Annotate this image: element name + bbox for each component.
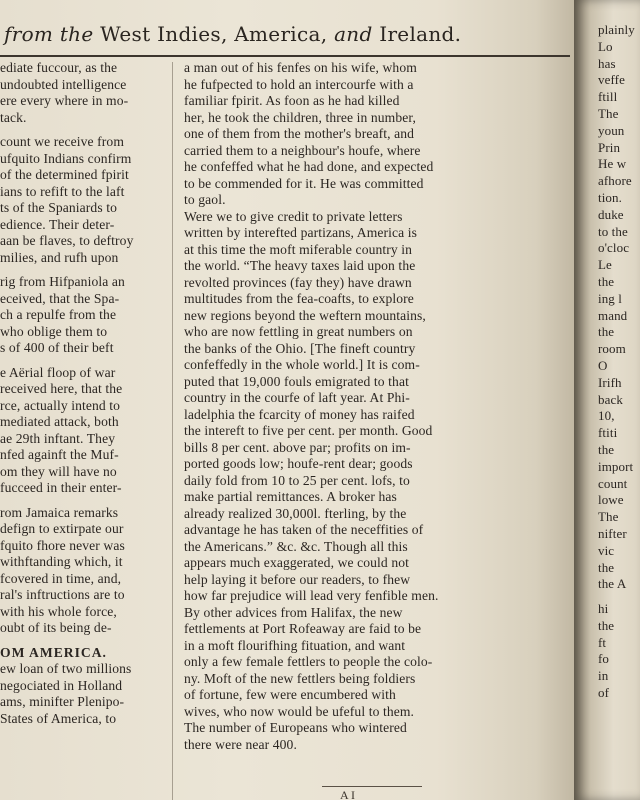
left-column-line: rom Jamaica remarks <box>0 504 119 520</box>
right-column-line: back <box>598 391 623 407</box>
middle-column <box>184 60 514 753</box>
right-column-line: Le <box>598 257 612 273</box>
right-column-line: fo <box>598 651 610 667</box>
middle-column-line: carried them to a neighbour's houfe, where <box>184 142 421 158</box>
right-column-line: count <box>598 475 628 491</box>
right-page <box>574 0 640 800</box>
middle-column-line: confeffedly in the whole world.] It is com- <box>184 357 420 372</box>
right-column-line: tion. <box>598 189 622 205</box>
right-column-line: import <box>598 458 634 474</box>
left-column-line: om they will have no <box>0 463 117 479</box>
middle-column-line: daily fold from 10 to 25 per cent. lofs, to <box>184 472 410 488</box>
middle-column-line: the world. “The heavy taxes laid upon the <box>184 258 416 273</box>
right-column-line: youn <box>598 122 625 138</box>
middle-column-line: there were near 400. <box>184 736 297 752</box>
right-column-line: the <box>598 559 615 575</box>
right-column-line: room <box>598 341 626 357</box>
right-column <box>598 22 640 702</box>
left-column-line: ere every where in mo- <box>0 93 129 108</box>
middle-column-line: already realized 30,000l. fterling, by the <box>184 505 407 521</box>
left-column-line: undoubted intelligence <box>0 76 127 92</box>
right-column-line: He w <box>598 156 627 172</box>
middle-column-line: ladelphia the fcarcity of money has raifed <box>184 406 415 422</box>
bottom-fragment: A I <box>340 788 355 800</box>
middle-column-line: puted that 19,000 fouls emigrated to that <box>184 373 409 389</box>
right-column-line: nifter <box>598 525 627 541</box>
middle-column-line: in a moft flourifhing fituation, and want <box>184 637 406 653</box>
middle-column-line: to gaol. <box>184 192 226 207</box>
right-column-line: vic <box>598 542 615 558</box>
left-column-line: withftanding which, it <box>0 554 123 569</box>
left-column-line: ae 29th inftant. They <box>0 430 116 446</box>
left-column-line: of the determined fpirit <box>0 167 129 182</box>
middle-column-line: help laying it before our readers, to fhew <box>184 571 411 587</box>
header-west-indies: West Indies, <box>100 22 228 46</box>
right-column-line: lowe <box>598 492 624 508</box>
header-from-the: from the <box>4 22 94 46</box>
left-column-line: fucceed in their enter- <box>0 480 122 495</box>
section-rule <box>322 786 422 787</box>
middle-column-line: he confeffed what he had done, and expected <box>184 159 434 174</box>
middle-column-line: to be commended for it. He was committed <box>184 175 424 191</box>
left-column-line: States of America, to <box>0 710 117 726</box>
right-column-line: Prin <box>598 139 621 155</box>
right-column-line: the <box>598 617 615 633</box>
paragraph-gap <box>0 497 165 505</box>
page-header <box>4 22 564 52</box>
left-column-line: e Aërial floop of war <box>0 364 116 380</box>
middle-column-line: revolted provinces (fay they) have drawn <box>184 274 412 290</box>
middle-column-line: ported goods low; houfe-rent dear; goods <box>184 456 413 471</box>
column-divider <box>172 62 173 800</box>
middle-column-line: appears much exaggerated, we could not <box>184 555 409 570</box>
left-column-line: rce, actually intend to <box>0 397 121 413</box>
left-column-line: s of 400 of their beft <box>0 340 114 355</box>
left-column-line: aan be flaves, to deftroy <box>0 233 134 248</box>
paragraph-gap <box>598 593 640 601</box>
right-column-line: the A <box>598 576 627 592</box>
header-rule <box>0 55 570 57</box>
middle-column-line: multitudes from the fea-coafts, to explore <box>184 291 414 306</box>
paragraph-gap <box>0 126 165 134</box>
right-column-line: of <box>598 685 610 701</box>
left-column-line: OM AMERICA. <box>0 644 107 660</box>
middle-column-line: advantage he has taken of the neceffities of <box>184 522 424 537</box>
left-column-line: fcovered in time, and, <box>0 570 122 586</box>
middle-column-line: By other advices from Halifax, the new <box>184 604 403 620</box>
middle-column-line: The number of Europeans who wintered <box>184 720 407 735</box>
middle-column-line: only a few female fettlers to people the colo- <box>184 654 433 669</box>
right-column-line: duke <box>598 206 624 222</box>
header-america: America, <box>234 22 328 46</box>
left-column-line: ufquito Indians confirm <box>0 150 132 166</box>
right-column-line: O <box>598 357 608 373</box>
left-column-line: ral's inftructions are to <box>0 587 125 602</box>
middle-column-line: how far prejudice will lead very fenfible men. <box>184 588 439 603</box>
right-column-line: the <box>598 273 615 289</box>
left-column-line: milies, and rufh upon <box>0 249 119 265</box>
middle-column-line: he fufpected to hold an intercourfe with a <box>184 76 414 92</box>
right-column-line: the <box>598 441 615 457</box>
right-column-line: has <box>598 55 616 71</box>
middle-column-line: Were we to give credit to private letters <box>184 208 403 224</box>
left-column-line: with his whole force, <box>0 603 117 619</box>
middle-column-line: a man out of his fenfes on his wife, whom <box>184 60 417 75</box>
left-column <box>0 60 165 727</box>
middle-column-line: who are now fettling in great numbers on <box>184 324 413 339</box>
left-column-line: tack. <box>0 109 27 125</box>
right-column-line: in <box>598 668 609 684</box>
right-column-line: the <box>598 324 615 340</box>
middle-column-line: new regions beyond the weftern mountains, <box>184 307 426 323</box>
left-column-line: eceived, that the Spa- <box>0 290 120 306</box>
left-column-line: negociated in Holland <box>0 677 123 693</box>
left-column-line: ians to refift to the laft <box>0 183 125 199</box>
paragraph-gap <box>0 357 165 365</box>
right-column-line: ft <box>598 634 607 650</box>
paragraph-gap <box>0 637 165 645</box>
left-column-line: who oblige them to <box>0 323 108 339</box>
right-column-line: mand <box>598 307 628 323</box>
left-column-line: received here, that the <box>0 381 123 396</box>
middle-column-line: fettlements at Port Rofeaway are faid to be <box>184 621 422 636</box>
right-column-line: hi <box>598 601 609 617</box>
left-column-line: ew loan of two millions <box>0 661 132 676</box>
middle-column-line: country in the courfe of laft year. At Phi- <box>184 390 410 405</box>
middle-column-line: ny. Moft of the new fettlers being foldiers <box>184 670 416 686</box>
header-ireland: Ireland. <box>379 22 462 46</box>
middle-column-line: bills 8 per cent. above par; profits on im- <box>184 439 411 455</box>
middle-column-line: one of them from the mother's breaft, and <box>184 126 415 141</box>
header-and: and <box>334 22 373 46</box>
middle-column-line: of fortune, few were encumbered with <box>184 687 396 702</box>
left-column-line: fquito fhore never was <box>0 537 125 553</box>
middle-column-line: familiar fpirit. As foon as he had killed <box>184 93 400 108</box>
right-column-line: ftill <box>598 89 618 105</box>
middle-column-line: the banks of the Ohio. [The fineft country <box>184 340 416 356</box>
right-column-line: Lo <box>598 38 613 54</box>
right-column-line: ftiti <box>598 425 618 441</box>
left-column-line: rig from Hifpaniola an <box>0 274 125 289</box>
left-column-line: ediate fuccour, as the <box>0 60 118 75</box>
middle-column-line: the Americans.” &c. &c. Though all this <box>184 538 408 554</box>
left-column-line: ams, minifter Plenipo- <box>0 694 125 709</box>
middle-column-line: wives, who now would be ufeful to them. <box>184 703 415 719</box>
paragraph-gap <box>0 266 165 274</box>
right-column-line: veffe <box>598 72 625 88</box>
middle-column-line: at this time the moft miferable country in <box>184 241 413 257</box>
middle-column-line: written by interefted partizans, America is <box>184 225 418 240</box>
left-column-line: defign to extirpate our <box>0 521 124 536</box>
middle-column-line: her, he took the children, three in number, <box>184 109 416 125</box>
right-column-line: ing l <box>598 290 622 306</box>
left-column-line: mediated attack, both <box>0 414 119 429</box>
left-column-line: ch a repulfe from the <box>0 307 117 322</box>
right-column-line: plainly <box>598 22 635 37</box>
right-column-line: The <box>598 509 619 525</box>
left-column-line: edience. Their deter- <box>0 216 115 232</box>
left-column-line: count we receive from <box>0 134 125 149</box>
right-column-line: to the <box>598 223 628 239</box>
right-column-line: Irifh <box>598 374 622 390</box>
right-column-line: The <box>598 105 619 121</box>
right-column-line: afhore <box>598 173 632 189</box>
middle-column-line: make partial remittances. A broker has <box>184 489 397 504</box>
left-column-line: oubt of its being de- <box>0 620 112 635</box>
left-column-line: nfed againft the Muf- <box>0 447 119 462</box>
middle-column-line: the intereft to five per cent. per month. Good <box>184 423 433 438</box>
left-column-line: ts of the Spaniards to <box>0 200 117 215</box>
right-column-line: 10, <box>598 408 615 424</box>
right-column-line: o'cloc <box>598 240 630 256</box>
